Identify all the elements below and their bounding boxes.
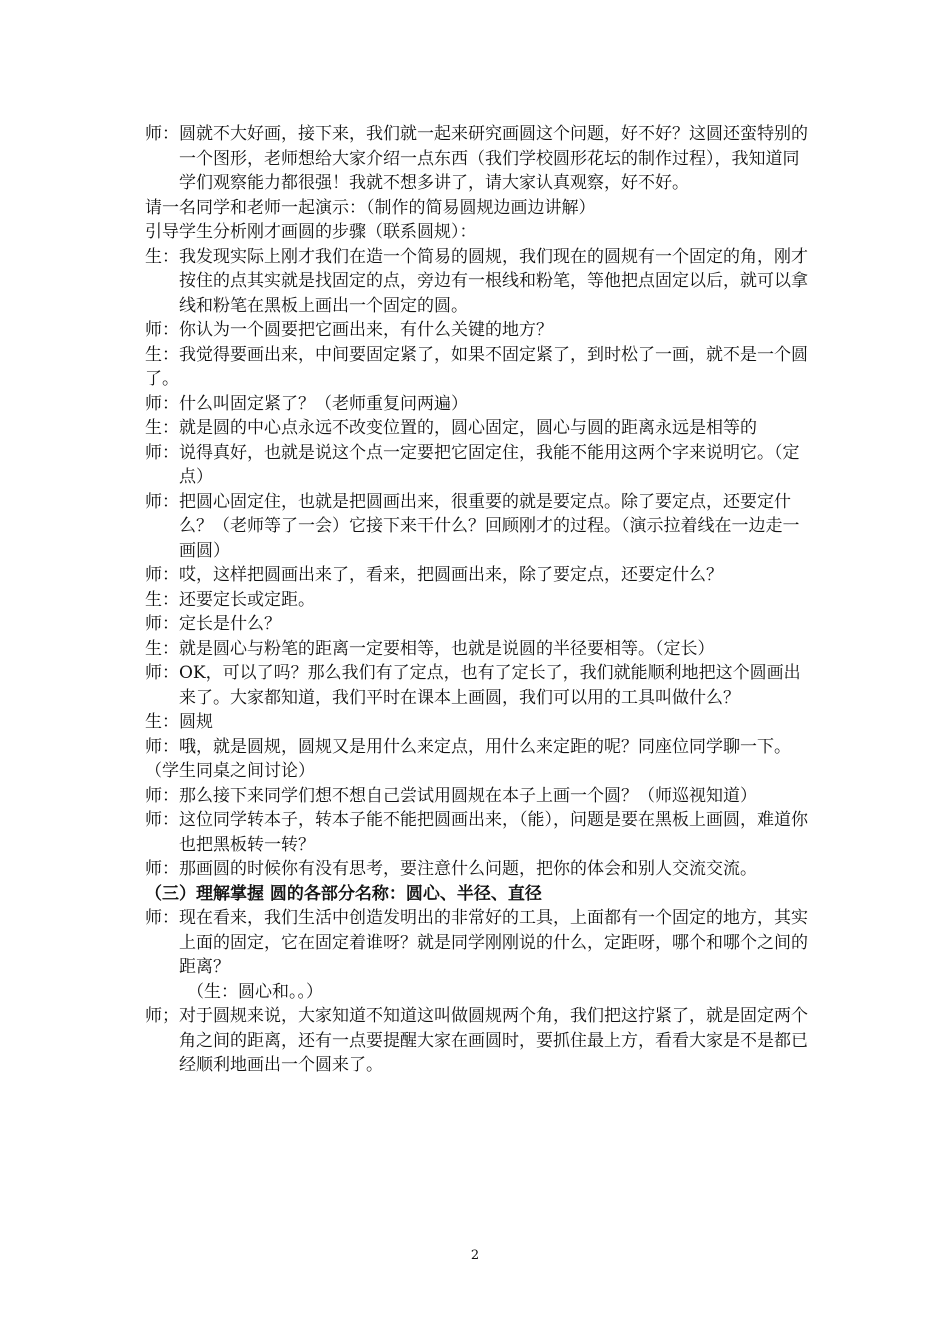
paragraph-24: （生：圆心和。。） bbox=[187, 981, 323, 1002]
paragraph-5: 师：你认为一个圆要把它画出来，有什么关键的地方？ bbox=[145, 320, 553, 340]
paragraph-14: 生：就是圆心与粉笔的距离一定要相等，也就是说圆的半径要相等。（定长） bbox=[145, 638, 715, 659]
paragraph-4: 生：我发现实际上刚才我们在造一个简易的圆规，我们现在的圆规有一个固定的角，刚才按住的点其实就是找固定的点，旁边有一根线和粉笔，等他把点固定以后，就可以拿线和粉笔在黑板上画出一个固定的圆。 bbox=[145, 246, 808, 316]
paragraph-21: 师：那画圆的时候你有没有思考，要注意什么问题，把你的体会和别人交流交流。 bbox=[145, 859, 757, 879]
paragraph-6: 生：我觉得要画出来，中间要固定紧了，如果不固定紧了，到时松了一画，就不是一个圆了。 bbox=[145, 344, 808, 389]
paragraph-19: 师：那么接下来同学们想不想自己尝试用圆规在本子上画一个圆？（师巡视知道） bbox=[145, 785, 757, 806]
paragraph-12: 生：还要定长或定距。 bbox=[145, 589, 315, 610]
paragraph-23: 师：现在看来，我们生活中创造发明出的非常好的工具，上面都有一个固定的地方，其实上面的固定，它在固定着谁呀？就是同学刚刚说的什么，定距呀，哪个和哪个之间的距离？ bbox=[145, 908, 808, 977]
page-number: 2 bbox=[470, 1248, 480, 1263]
paragraph-9: 师：说得真好，也就是说这个点一定要把它固定住，我能不能用这两个字来说明它。（定点） bbox=[145, 442, 800, 487]
paragraph-2: 请一名同学和老师一起演示：（制作的简易圆规边画边讲解） bbox=[145, 197, 596, 218]
paragraph-18: （学生同桌之间讨论） bbox=[145, 761, 315, 781]
paragraph-20: 师：这位同学转本子，转本子能不能把圆画出来，（能），问题是要在黑板上画圆，难道你也把黑板转一转？ bbox=[145, 810, 808, 855]
paragraph-13: 师：定长是什么？ bbox=[145, 614, 281, 634]
paragraph-11: 师：哎，这样把圆画出来了，看来，把圆画出来，除了要定点，还要定什么？ bbox=[145, 565, 723, 585]
paragraph-7: 师：什么叫固定紧了？（老师重复问两遍） bbox=[145, 393, 468, 414]
section-heading: （三）理解掌握 圆的各部分名称：圆心、半径、直径 bbox=[145, 883, 542, 904]
paragraph-16: 生：圆规 bbox=[145, 712, 213, 732]
paragraph-25: 师；对于圆规来说，大家知道不知道这叫做圆规两个角，我们把这拧紧了，就是固定两个角之间的距离，还有一点要提醒大家在画圆时，要抓住最上方，看看大家是不是都已经顺利地画出一个圆来了。 bbox=[145, 1006, 808, 1075]
paragraph-1: 师：圆就不大好画，接下来，我们就一起来研究画圆这个问题，好不好？这圆还蛮特别的一个图形，老师想给大家介绍一点东西（我们学校圆形花坛的制作过程），我知道同学们观察能力都很强！我就不想多讲了，请大家认真观察，好不好。 bbox=[145, 124, 808, 193]
lesson-transcript bbox=[145, 122, 810, 1078]
paragraph-3: 引导学生分析刚才画圆的步骤（联系圆规）： bbox=[145, 222, 477, 242]
paragraph-8: 生：就是圆的中心点永远不改变位置的，圆心固定，圆心与圆的距离永远是相等的 bbox=[145, 418, 757, 438]
paragraph-15: 师：OK，可以了吗？那么我们有了定点，也有了定长了，我们就能顺利地把这个圆画出来了。大家都知道，我们平时在课本上画圆，我们可以用的工具叫做什么？ bbox=[145, 663, 801, 708]
paragraph-17: 师：哦，就是圆规，圆规又是用什么来定点，用什么来定距的呢？同座位同学聊一下。 bbox=[145, 736, 791, 757]
paragraph-10: 师：把圆心固定住，也就是把圆画出来，很重要的就是要定点。除了要定点，还要定什么？（老师等了一会）它接下来干什么？回顾刚才的过程。（演示拉着线在一边走一画圆） bbox=[145, 491, 800, 561]
